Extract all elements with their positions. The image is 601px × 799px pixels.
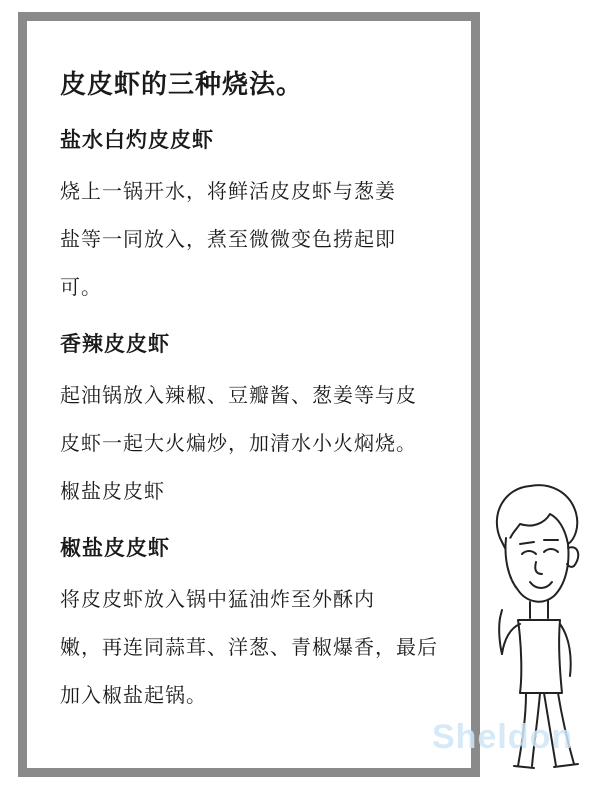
section-line: 盐等一同放入，煮至微微变色捞起即 <box>60 227 396 251</box>
section-heading: 香辣皮皮虾 <box>60 332 170 356</box>
section-line: 加入椒盐起锅。 <box>60 683 207 707</box>
section-pepper-salt <box>60 533 460 719</box>
section-line: 皮虾一起大火煸炒，加清水小火焖烧。 <box>60 431 417 455</box>
section-line: 起油锅放入辣椒、豆瓣酱、葱姜等与皮 <box>60 383 417 407</box>
section-heading: 椒盐皮皮虾 <box>60 536 170 560</box>
watermark-text: Sheldon <box>432 718 574 756</box>
section-spicy <box>60 329 460 515</box>
section-line: 可。 <box>60 275 102 299</box>
section-line: 烧上一锅开水，将鲜活皮皮虾与葱姜 <box>60 179 396 203</box>
section-line: 椒盐皮皮虾 <box>60 479 165 503</box>
section-salt-water <box>60 125 460 311</box>
card-content <box>60 67 460 737</box>
page-title: 皮皮虾的三种烧法。 <box>60 70 304 100</box>
section-line: 嫩，再连同蒜茸、洋葱、青椒爆香，最后 <box>60 635 438 659</box>
section-heading: 盐水白灼皮皮虾 <box>60 128 214 152</box>
recipe-card <box>18 12 480 777</box>
section-line: 将皮皮虾放入锅中猛油炸至外酥内 <box>60 587 375 611</box>
